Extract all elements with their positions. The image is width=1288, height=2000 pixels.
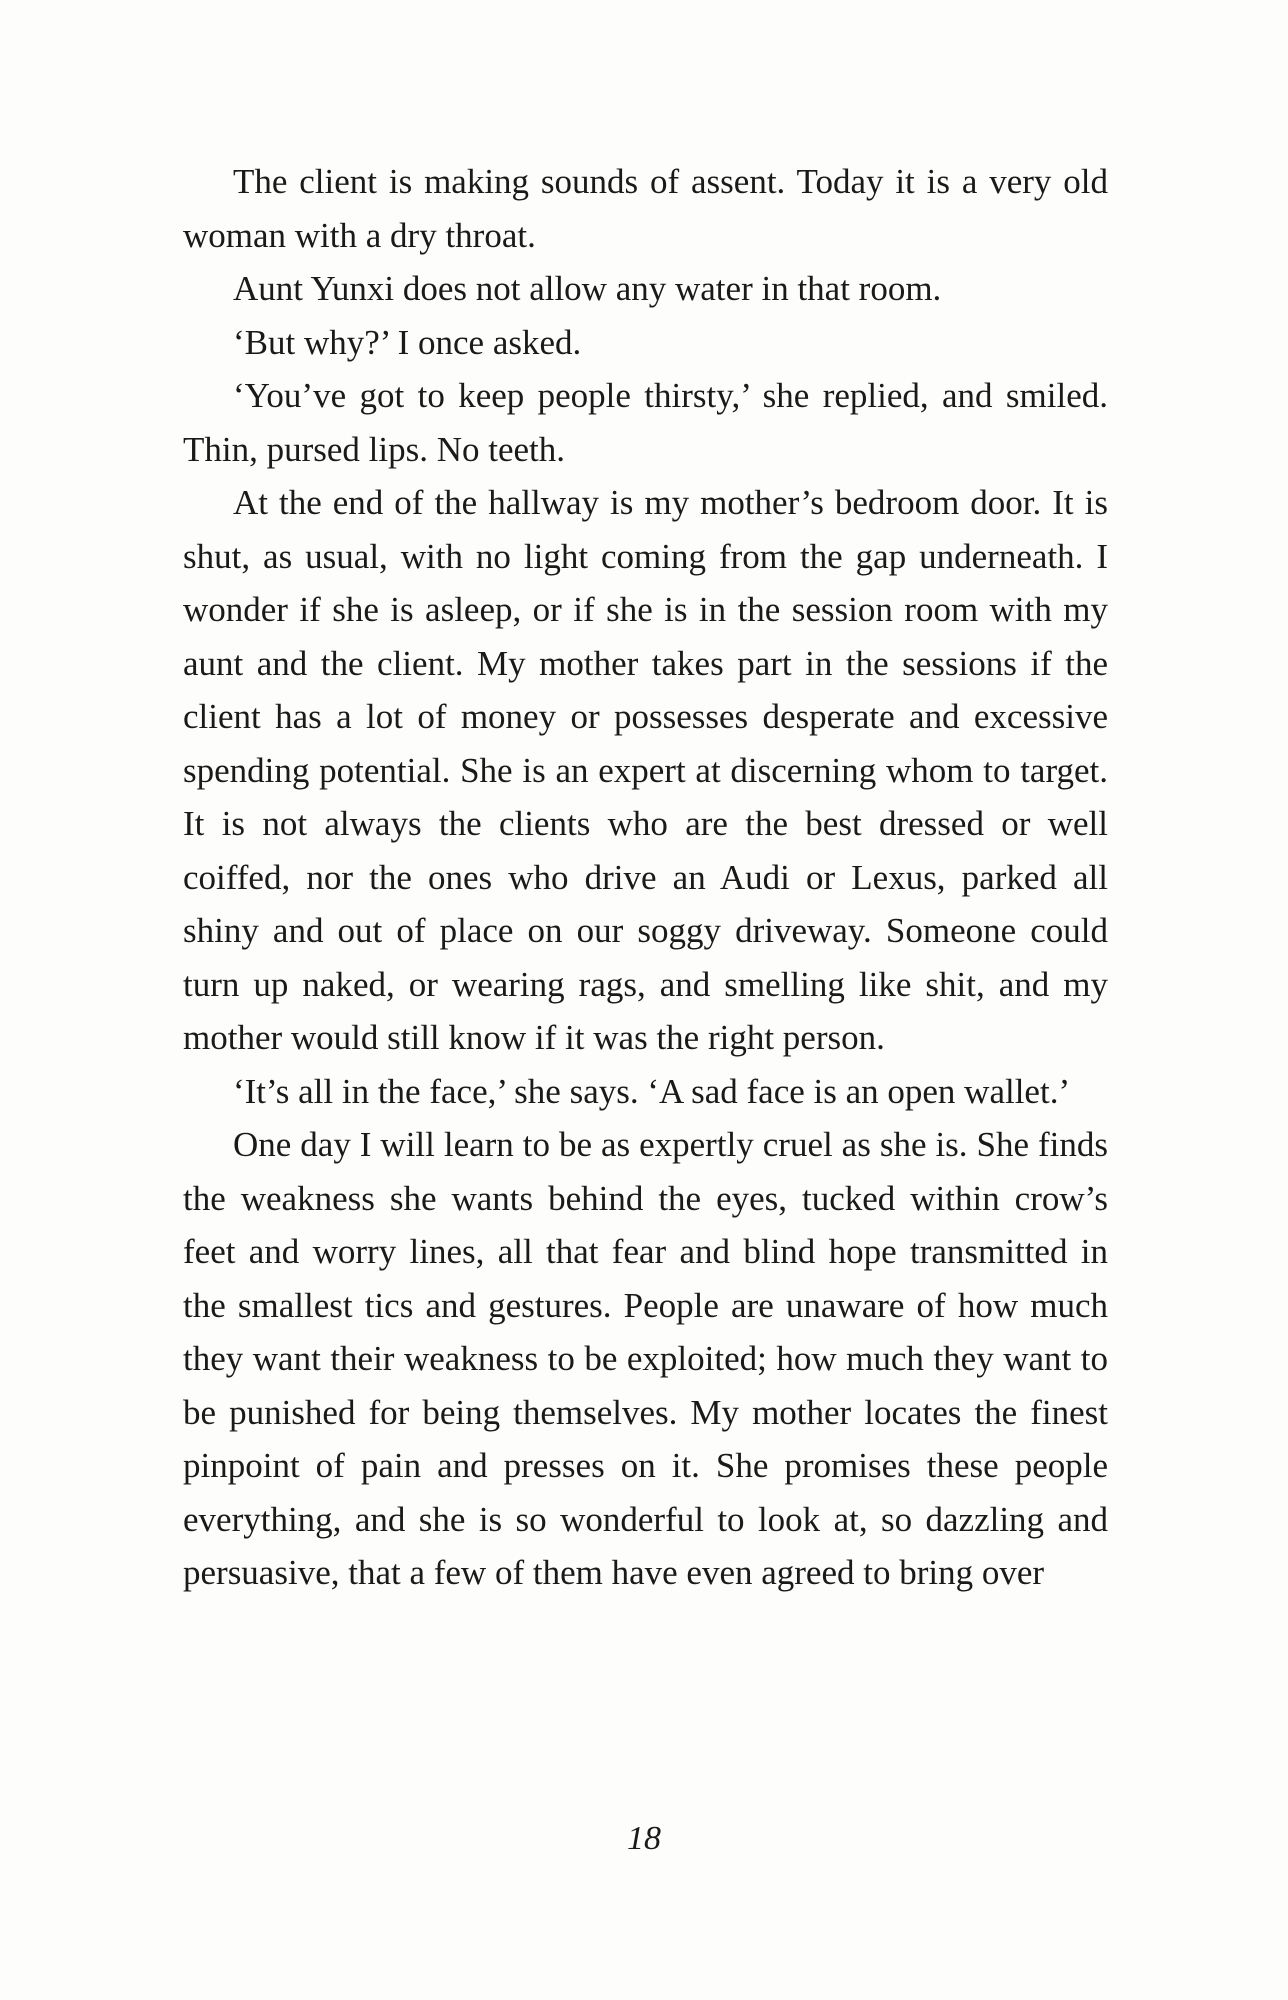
paragraph-2: Aunt Yunxi does not allow any water in that room. <box>233 269 942 308</box>
paragraph-4: ‘You’ve got to keep people thirsty,’ she replied, and smiled. Thin, pursed lips. No teeth. <box>183 376 1108 469</box>
paragraph-5: At the end of the hallway is my mother’s bedroom door. It is shut, as usual, with no light coming from the gap underneath. I wonder if she is asleep, or if she is in the session room with my aunt and the client. My mother takes part in the sessions if the client has a lot of money or possesses desperate and excessive spending potential. She is an expert at discerning whom to target. It is not always the clients who are the best dressed or well coiffed, nor the ones who drive an Audi or Lexus, parked all shiny and out of place on our soggy driveway. Someone could turn up naked, or wearing rags, and smelling like shit, and my mother would still know if it was the right person. <box>183 483 1108 1057</box>
paragraph-1: The client is making sounds of assent. Today it is a very old woman with a dry throat. <box>183 162 1108 255</box>
page-number: 18 <box>627 1820 661 1857</box>
body-text <box>183 155 1108 1600</box>
paragraph-6: ‘It’s all in the face,’ she says. ‘A sad face is an open wallet.’ <box>233 1071 1071 1111</box>
paragraph-7: One day I will learn to be as expertly cruel as she is. She finds the weakness she wants behind the eyes, tucked within crow’s feet and worry lines, all that fear and blind hope transmitted in the smallest tics and gestures. People are unaware of how much they want their weakness to be exploited; how much they want to be punished for being themselves. My mother locates the finest pinpoint of pain and presses on it. She promises these people everything, and she is so wonderful to look at, so dazzling and persuasive, that a few of them have even agreed to bring over <box>183 1125 1108 1592</box>
paragraph-3: ‘But why?’ I once asked. <box>233 322 582 362</box>
